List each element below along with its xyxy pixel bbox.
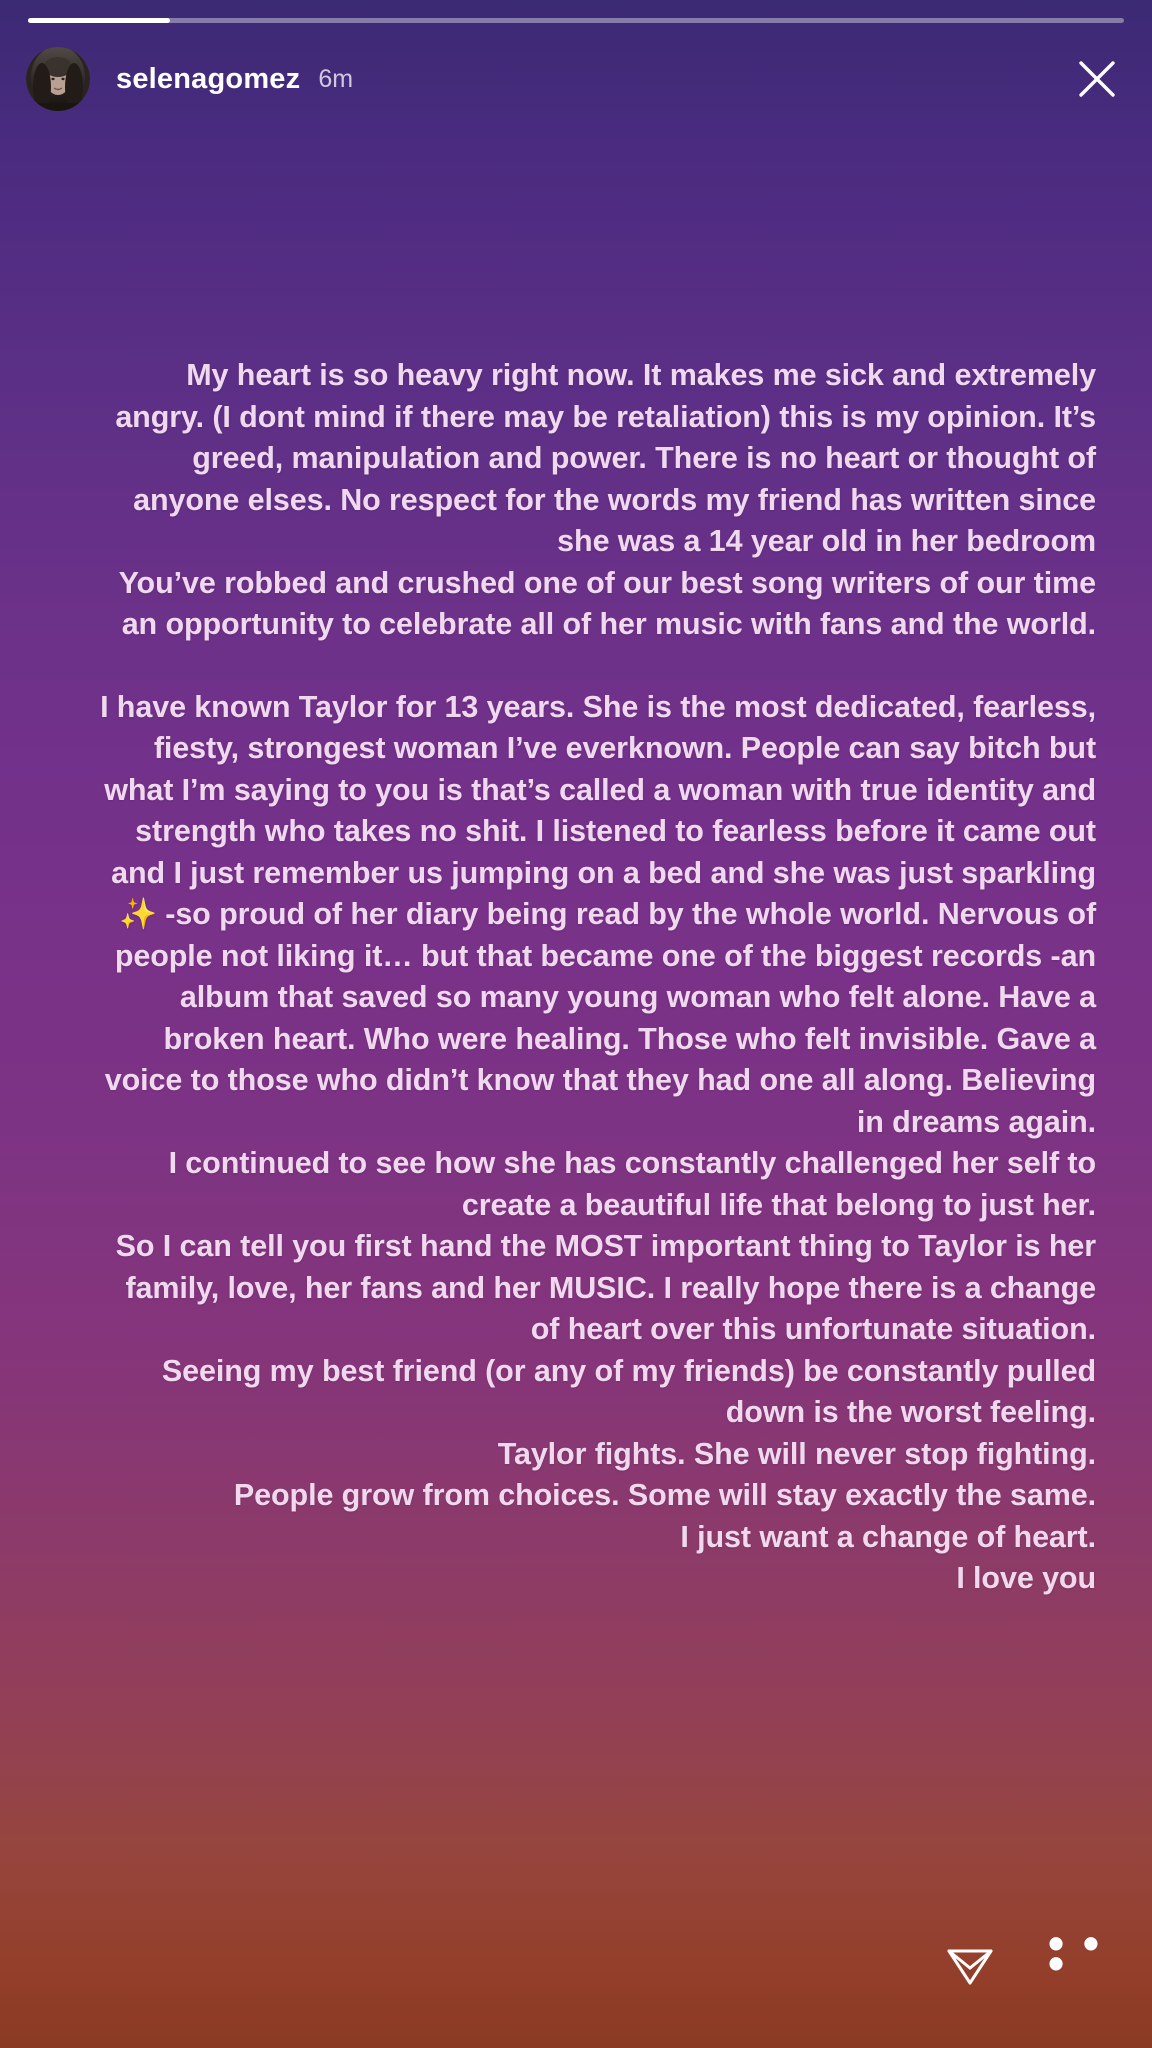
story-paragraph: You’ve robbed and crushed one of our best song writers of our time an opportunity to celebrate all of her music with fans and the world. (118, 565, 1096, 641)
story-actions (938, 1917, 1112, 1996)
story-progress-bar[interactable] (28, 18, 1124, 23)
send-icon (944, 1938, 996, 1990)
avatar[interactable] (26, 47, 90, 111)
sparkles-icon: ✨ (119, 897, 157, 931)
story-paragraph-text: I have known Taylor for 13 years. She is the most dedicated, fearless, fiesty, strongest woman I’ve everknown. People can say bitch but what I’m saying to you is that’s called a woman with true identity and strength who takes no shit. I listened to fearless before it came out and I just remember us jumping on a bed and she was just sparkling (100, 689, 1096, 890)
story-paragraph: I just want a change of heart. (680, 1519, 1096, 1554)
story-paragraph: So I can tell you first hand the MOST important thing to Taylor is her family, love, her fans and her MUSIC. I really hope there is a change of heart over this unfortunate situation. (115, 1229, 1096, 1346)
story-paragraph: I continued to see how she has constantly challenged her self to create a beautiful life that belong to just her. (168, 1146, 1096, 1222)
story-paragraph (96, 687, 1096, 1144)
story-header (26, 44, 1126, 114)
more-options-button[interactable]: • • • (1048, 1917, 1102, 1989)
avatar-image (26, 47, 90, 111)
story-text-block (96, 355, 1096, 1600)
story-paragraph: People grow from choices. Some will stay exactly the same. (233, 1478, 1096, 1512)
story-username[interactable]: selenagomez (116, 62, 301, 95)
story-paragraph-text: -so proud of her diary being read by the whole world. Nervous of people not liking it… but that became one of the biggest records -an album that saved so many young woman who felt alone. Have a broken heart. Who were healing. Those who felt invisible. Gave a voice to those who didn’t know that they had one all along. Believing in dreams again. (104, 897, 1096, 1139)
story-paragraph: I love you (956, 1561, 1096, 1595)
story-progress-fill (28, 18, 170, 23)
send-button[interactable] (938, 1932, 1002, 1996)
story-paragraph: Taylor fights. She will never stop fighting. (497, 1436, 1096, 1471)
story-paragraph: My heart is so heavy right now. It makes me sick and extremely angry. (I dont mind if there may be retaliation) this is my opinion. It’s greed, manipulation and power. There is no heart or thought of anyone elses. No respect for the words my friend has written since she was a 14 year old in her bedroom (115, 358, 1096, 558)
close-button[interactable] (1068, 50, 1126, 108)
story-timestamp: 6m (318, 64, 354, 93)
story-paragraph: Seeing my best friend (or any of my friends) be constantly pulled down is the worst feeling. (161, 1353, 1096, 1429)
close-icon (1075, 57, 1119, 101)
